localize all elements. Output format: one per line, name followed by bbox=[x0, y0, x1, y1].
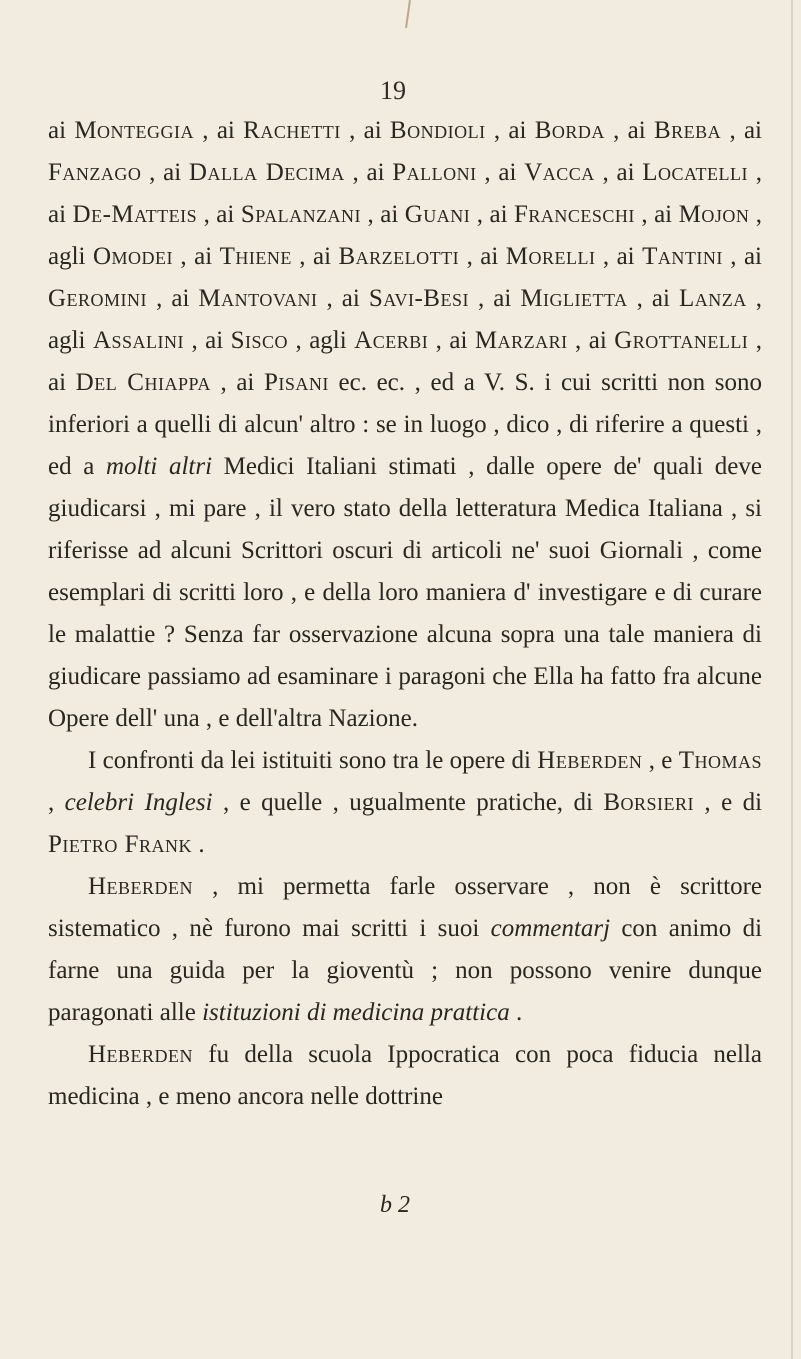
paragraph-4: Heberden fu della scuola Ippocratica con poca fiducia nella medicina , e meno ancora nelle dottrine bbox=[48, 1041, 762, 1110]
paragraph-3: Heberden , mi permetta farle osservare , non è scrittore sistematico , nè furono mai scritti i suoi commentarj con animo di farne una guida per la gioventù ; non possono venire dunque paragonati alle istituzioni di medicina prattica . bbox=[48, 873, 763, 1026]
signature-mark: b 2 bbox=[380, 1192, 410, 1218]
paragraph-1: ai Monteggia , ai Rachetti , ai Bondioli , ai Borda , ai Breba , ai Fanzago , ai Dalla Decima , ai Palloni , ai Vacca , ai Locatelli , ai De-Matteis , ai Spalanzani , ai Guani , ai Franceschi , ai Mojon , agli Omodei , ai Thiene , ai Barzelotti , ai Morelli , ai Tantini , ai Geromini , ai Mantovani , ai Savi-Besi , ai Miglietta , ai Lanza , agli Assalini , ai Sisco , agli Acerbi , ai Marzari , ai Grottanelli , ai Del Chiappa , ai Pisani ec. ec. , ed a V. S. i cui scritti non sono inferiori a quelli di alcun' altro : se in luogo , dico , di riferire a questi , ed a molti altri Medici Italiani stimati , dalle opere de' quali deve giudicarsi , mi pare , il vero stato della letteratura Medica Italiana , si riferisse ad alcuni Scrittori oscuri di articoli ne' suoi Giornali , come esemplari di scritti loro , e della loro maniera d' investigare e di curare le malattie ? Senza far osservazione alcuna sopra una tale maniera di giudicare passiamo ad esaminare i paragoni che Ella ha fatto fra alcune Opere dell' una , e dell'altra Nazione. bbox=[48, 117, 763, 732]
body-text bbox=[48, 110, 762, 1118]
paper-mark bbox=[405, 0, 411, 28]
paragraph-2: I confronti da lei istituiti sono tra le opere di Heberden , e Thomas , celebri Inglesi , e quelle , ugualmente pratiche, di Borsieri , e di Pietro Frank . bbox=[48, 747, 763, 858]
page-edge-shadow bbox=[791, 0, 793, 1359]
page-number: 19 bbox=[380, 76, 406, 105]
